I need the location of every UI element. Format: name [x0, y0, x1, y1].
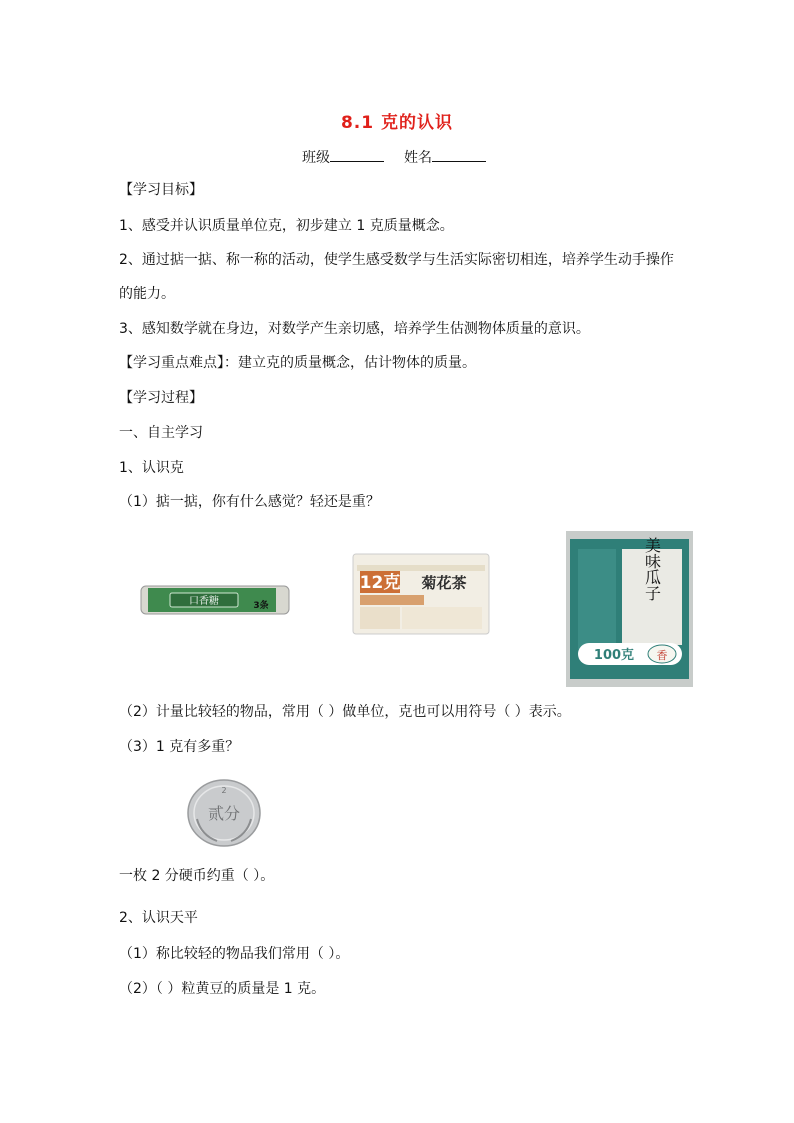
process-heading: 【学习过程】 — [119, 390, 203, 406]
question-4: （1）称比较轻的物品我们常用（ ）。 — [119, 946, 350, 962]
tea-bag-image — [352, 553, 490, 635]
chewing-gum-image — [140, 584, 290, 616]
melon-seeds-bag-image — [566, 531, 693, 687]
goal-1: 1、感受并认识质量单位克，初步建立 1 克质量概念。 — [119, 218, 454, 234]
class-name-line — [302, 147, 486, 167]
item-2: 2、认识天平 — [119, 910, 198, 926]
gum-brand-text: 口香糖 — [189, 596, 219, 607]
coin-line: 一枚 2 分硬币约重（ ）。 — [119, 868, 275, 884]
goal-heading: 【学习目标】 — [119, 182, 203, 198]
question-2: （2）计量比较轻的物品，常用（ ）做单位，克也可以用符号（ ）表示。 — [119, 704, 571, 720]
name-label: 姓名 — [404, 150, 432, 166]
seeds-tag-text: 香 — [656, 649, 668, 662]
tea-weight-text: 12克 — [359, 573, 401, 593]
goal-3: 3、感知数学就在身边，对数学产生亲切感，培养学生估测物体质量的意识。 — [119, 321, 590, 337]
gum-count-text: 3条 — [253, 601, 269, 611]
key-points: 【学习重点难点】：建立克的质量概念，估计物体的质量。 — [119, 355, 476, 371]
item-1: 1、认识克 — [119, 460, 184, 476]
class-label: 班级 — [302, 150, 330, 166]
seeds-weight-text: 100克 — [593, 648, 635, 663]
goal-2b: 的能力。 — [119, 286, 175, 302]
coin-value-text: 2 — [221, 786, 227, 795]
name-blank — [432, 147, 486, 162]
coin-image — [187, 779, 261, 847]
coin-text: 贰分 — [207, 804, 241, 823]
section-1: 一、自主学习 — [119, 425, 203, 441]
goal-2a: 2、通过掂一掂、称一称的活动，使学生感受数学与生活实际密切相连，培养学生动手操作 — [119, 252, 674, 268]
question-3: （3）1 克有多重？ — [119, 739, 240, 755]
question-5: （2）（ ）粒黄豆的质量是 1 克。 — [119, 981, 326, 997]
class-blank — [330, 147, 384, 162]
seeds-name-text: 美味瓜子 — [642, 537, 662, 601]
page-title: 8.1 克的认识 — [340, 113, 454, 133]
question-1: （1）掂一掂，你有什么感觉？轻还是重？ — [119, 494, 380, 510]
tea-name-text: 菊花茶 — [421, 574, 467, 592]
